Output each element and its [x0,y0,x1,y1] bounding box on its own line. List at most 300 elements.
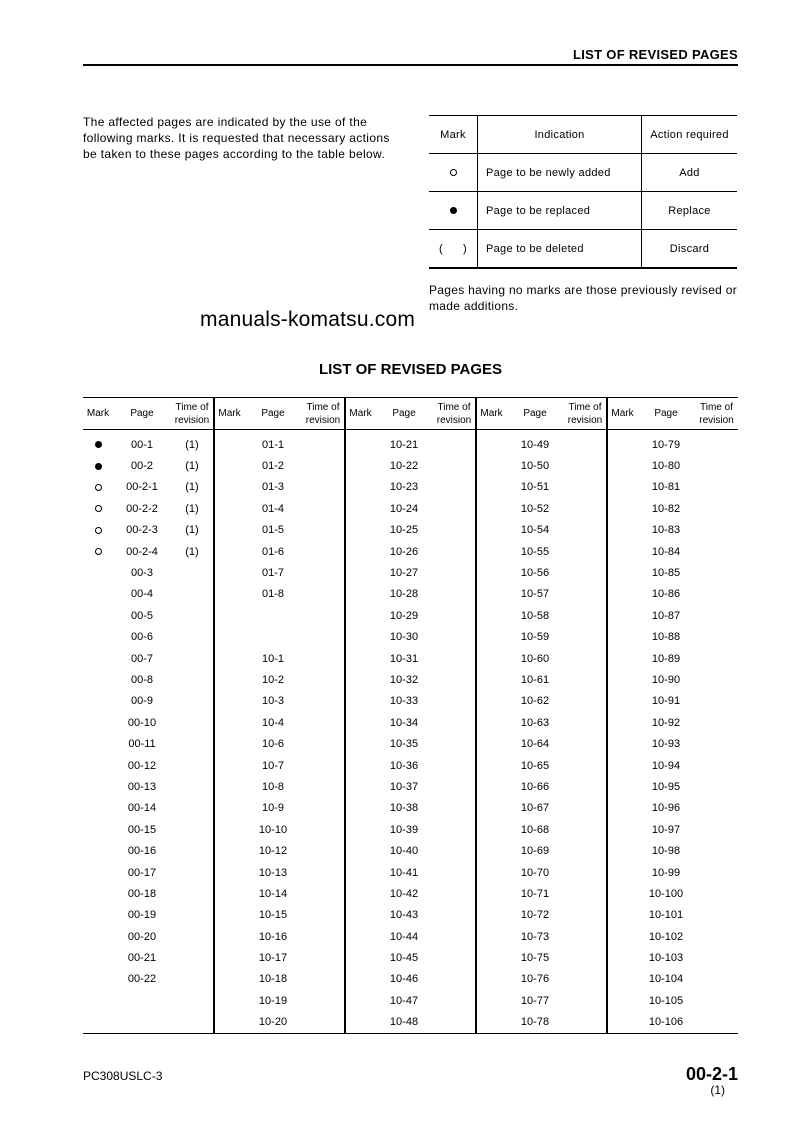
cell-page: 10-12 [258,845,288,858]
cell-revision [564,605,607,626]
cell-page: 10-49 [520,438,550,451]
cell-mark [83,840,113,861]
cell-revision [695,627,738,648]
legend-header-mark: Mark [429,116,478,154]
cell-revision [564,883,607,904]
cell-mark [345,455,375,476]
cell-revision [433,669,476,690]
header-time-line2: revision [174,414,210,426]
cell-page: 00-21 [127,952,157,965]
cell-revision [433,541,476,562]
table-row [83,712,738,733]
cell-revision [564,733,607,754]
cell-page: 00-2-2 [126,502,158,515]
cell-mark [476,755,506,776]
cell-page: 10-98 [651,845,681,858]
cell-revision [564,477,607,498]
legend-indication: Page to be newly added [478,154,642,192]
cell-page: 10-41 [389,866,419,879]
cell-page: 10-4 [261,716,285,729]
header-mark: Mark [345,398,375,430]
cell-mark [83,430,113,456]
cell-page: 00-10 [127,716,157,729]
table-body [83,430,738,1034]
cell-page: 10-31 [389,652,419,665]
cell-mark [214,605,244,626]
table-row [83,755,738,776]
cell-revision [302,926,345,947]
cell-page: 10-14 [258,887,288,900]
cell-page: 10-9 [261,802,285,815]
cell-mark [345,755,375,776]
cell-mark [607,430,637,456]
cell-revision [302,669,345,690]
cell-page: 00-22 [127,973,157,986]
cell-page: 01-7 [261,567,285,580]
cell-revision [564,520,607,541]
legend-indication: Page to be deleted [478,230,642,269]
cell-mark [476,520,506,541]
cell-revision [695,905,738,926]
cell-revision [433,691,476,712]
cell-mark [83,883,113,904]
cell-revision [433,455,476,476]
cell-revision [564,798,607,819]
cell-page: 00-11 [128,738,156,751]
cell-revision [171,1012,214,1034]
cell-revision [171,840,214,861]
cell-revision [695,883,738,904]
cell-mark [345,498,375,519]
cell-revision [302,498,345,519]
cell-page: 10-62 [520,695,550,708]
cell-page: 10-97 [651,823,681,836]
table-row [83,669,738,690]
cell-page: 10-37 [389,780,419,793]
cell-page: 10-78 [506,1012,564,1034]
cell-mark [214,905,244,926]
cell-page: 10-29 [389,609,419,622]
cell-revision [695,520,738,541]
cell-mark [214,862,244,883]
cell-revision [171,947,214,968]
cell-mark [345,926,375,947]
cell-mark [214,712,244,733]
header-time-of-revision [695,398,738,430]
header-page: Page [244,398,302,430]
table-row [83,520,738,541]
cell-mark [345,969,375,990]
cell-page: 10-86 [651,588,681,601]
cell-page: 10-24 [389,502,419,515]
cell-page: 00-5 [130,609,154,622]
cell-page: 10-34 [389,716,419,729]
cell-mark [214,755,244,776]
cell-revision [171,669,214,690]
table-row [83,862,738,883]
table-row [83,455,738,476]
cell-mark [345,819,375,840]
cell-page: 10-25 [389,524,419,537]
header-time-line2: revision [567,414,603,426]
cell-page: 10-51 [520,481,550,494]
cell-page: 10-23 [389,481,419,494]
cell-page: 00-2-4 [126,545,158,558]
cell-revision [564,541,607,562]
cell-revision [433,648,476,669]
header-time-line2: revision [699,414,734,426]
header-page: Page [637,398,695,430]
cell-mark [83,926,113,947]
cell-mark [476,990,506,1011]
cell-mark [476,883,506,904]
cell-mark [214,883,244,904]
cell-revision [302,840,345,861]
cell-page: 10-89 [651,652,681,665]
cell-revision [433,990,476,1011]
header-page: Page [375,398,433,430]
cell-page: 01-6 [261,545,285,558]
cell-revision [302,455,345,476]
cell-mark [345,733,375,754]
cell-page: 10-77 [520,994,550,1007]
cell-mark [214,430,244,456]
cell-page: 10-44 [389,930,419,943]
cell-mark [345,840,375,861]
cell-mark [607,798,637,819]
cell-mark [83,477,113,498]
cell-page: 10-39 [389,823,419,836]
cell-mark [345,541,375,562]
cell-mark [83,605,113,626]
cell-revision [564,905,607,926]
cell-revision [433,712,476,733]
cell-page: 10-35 [389,738,419,751]
cell-page: 10-72 [520,909,550,922]
cell-page: 10-94 [651,759,681,772]
cell-page: 00-16 [127,845,157,858]
cell-page: 10-105 [648,994,684,1007]
cell-mark [607,669,637,690]
cell-mark [345,990,375,1011]
cell-revision [564,862,607,883]
cell-mark [83,819,113,840]
cell-mark [607,1012,637,1034]
cell-revision [433,969,476,990]
cell-mark [476,712,506,733]
cell-page: 00-13 [127,780,157,793]
cell-page: 10-18 [258,973,288,986]
cell-mark [607,776,637,797]
cell-page: 10-82 [651,502,681,515]
cell-mark [214,584,244,605]
open-circle-icon [450,169,457,176]
header-mark: Mark [476,398,506,430]
legend-row [429,154,737,192]
cell-page: 10-8 [261,780,285,793]
cell-page: 10-58 [520,609,550,622]
header-time-line1: Time of [437,401,471,413]
cell-revision [171,562,214,583]
cell-mark [83,776,113,797]
cell-revision [171,798,214,819]
cell-mark [345,947,375,968]
cell-mark [607,819,637,840]
cell-revision [433,733,476,754]
table-row [83,733,738,754]
watermark: manuals-komatsu.com [200,308,416,331]
cell-page: 10-38 [389,802,419,815]
cell-revision: (1) [171,430,214,456]
cell-page: 01-1 [261,438,285,451]
cell-revision [302,691,345,712]
cell-mark [476,798,506,819]
cell-revision [171,605,214,626]
cell-revision [302,862,345,883]
cell-mark [476,862,506,883]
header-time-line2: revision [436,414,472,426]
filled-circle-icon [95,441,102,448]
cell-mark [83,1012,113,1034]
cell-revision [302,430,345,456]
cell-page: 00-8 [130,673,154,686]
cell-mark [607,947,637,968]
cell-page: 00-17 [127,866,157,879]
cell-mark [476,605,506,626]
cell-revision [433,862,476,883]
cell-revision [433,819,476,840]
cell-mark [476,840,506,861]
legend-note: Pages having no marks are those previously revised or made additions. [429,283,738,313]
cell-mark [83,969,113,990]
cell-mark [214,455,244,476]
footer-page-number: 00-2-1 [685,1064,738,1084]
legend-action: Add [642,154,738,192]
cell-revision [433,627,476,648]
cell-mark [214,926,244,947]
cell-revision [695,969,738,990]
cell-mark [214,969,244,990]
cell-revision [302,947,345,968]
cell-page: 10-36 [389,759,419,772]
cell-page: 10-67 [520,802,550,815]
cell-revision [302,541,345,562]
cell-mark [607,969,637,990]
cell-revision [695,862,738,883]
cell-mark [83,905,113,926]
cell-revision [695,733,738,754]
cell-page: 10-10 [258,823,288,836]
legend-header-indication: Indication [478,116,642,154]
header-time-of-revision [171,398,214,430]
cell-mark [83,712,113,733]
cell-mark [476,819,506,840]
cell-page: 10-95 [651,780,681,793]
list-title: LIST OF REVISED PAGES [318,361,503,378]
cell-revision [433,520,476,541]
cell-revision [695,562,738,583]
cell-mark [476,455,506,476]
cell-page: 10-52 [520,502,550,515]
cell-revision [564,455,607,476]
cell-revision [302,905,345,926]
cell-page: 10-7 [261,759,285,772]
cell-page: 01-5 [261,524,285,537]
cell-mark [214,520,244,541]
header-rule [83,64,738,66]
cell-revision [695,926,738,947]
cell-mark [345,605,375,626]
header-time-line1: Time of [306,401,340,413]
cell-revision [564,990,607,1011]
cell-page: 10-28 [389,588,419,601]
header-mark: Mark [214,398,244,430]
header-time-line1: Time of [175,401,209,413]
cell-mark [83,584,113,605]
cell-mark [83,520,113,541]
cell-page: 00-18 [127,887,157,900]
cell-mark [476,669,506,690]
cell-page: 10-70 [520,866,550,879]
cell-page: 10-48 [375,1012,433,1034]
cell-revision [695,455,738,476]
cell-revision [302,990,345,1011]
cell-revision [433,477,476,498]
cell-page: 00-15 [127,823,157,836]
cell-mark [476,905,506,926]
cell-revision [171,905,214,926]
cell-page: 00-14 [127,802,157,815]
legend-row [429,192,737,230]
cell-mark [214,1012,244,1034]
cell-revision: (1) [171,455,214,476]
cell-page [113,990,171,1011]
legend-mark: ( ) [429,230,478,269]
cell-revision [695,798,738,819]
cell-page: 10-65 [520,759,550,772]
header-page: Page [506,398,564,430]
cell-revision [302,819,345,840]
cell-revision [302,776,345,797]
cell-page: 10-101 [648,909,684,922]
cell-mark [476,584,506,605]
cell-mark [83,498,113,519]
cell-revision [171,819,214,840]
legend-row [429,230,737,269]
table-row [83,905,738,926]
cell-revision: (1) [171,498,214,519]
table-row [83,477,738,498]
cell-revision [695,755,738,776]
cell-revision [695,1012,738,1034]
table-header-row [83,398,738,430]
cell-page: 10-42 [389,887,419,900]
legend-header-action: Action required [642,116,738,154]
cell-page: 10-43 [389,909,419,922]
revised-pages-table [83,397,738,1034]
cell-page [244,627,302,648]
cell-page: 10-16 [258,930,288,943]
cell-revision [433,498,476,519]
cell-revision [695,648,738,669]
cell-mark [214,562,244,583]
cell-mark [476,627,506,648]
cell-revision [695,712,738,733]
cell-mark [214,648,244,669]
cell-page: 10-54 [520,524,550,537]
legend-action: Discard [642,230,738,269]
cell-mark [345,430,375,456]
table-row [83,648,738,669]
cell-revision [433,1012,476,1034]
cell-mark [345,883,375,904]
cell-page: 10-22 [389,460,419,473]
table-row [83,776,738,797]
cell-page: 10-27 [389,567,419,580]
cell-mark [476,691,506,712]
cell-mark [607,755,637,776]
cell-page: 10-106 [637,1012,695,1034]
intro-text: The affected pages are indicated by the use of the following marks. It is requested that necessary actions be taken to these pages according to the table below. [83,115,390,161]
cell-page: 10-40 [389,845,419,858]
cell-revision [695,840,738,861]
cell-mark [476,1012,506,1034]
cell-page: 10-61 [520,673,550,686]
cell-page: 10-76 [520,973,550,986]
cell-mark [83,862,113,883]
cell-revision [171,691,214,712]
cell-page: 10-32 [389,673,419,686]
cell-page: 10-104 [648,973,684,986]
cell-page: 10-96 [651,802,681,815]
cell-revision [302,562,345,583]
cell-page: 10-6 [261,738,285,751]
cell-revision [302,969,345,990]
cell-revision [302,520,345,541]
cell-page: 10-85 [651,567,681,580]
cell-mark [214,691,244,712]
cell-mark [607,905,637,926]
cell-revision [302,627,345,648]
header-time-of-revision [433,398,476,430]
cell-revision [302,477,345,498]
cell-page: 10-2 [261,673,285,686]
cell-mark [83,648,113,669]
cell-mark [214,776,244,797]
cell-page: 00-6 [130,631,154,644]
cell-mark [476,776,506,797]
cell-revision [695,498,738,519]
cell-page: 10-73 [520,930,550,943]
cell-revision [695,947,738,968]
cell-revision [564,669,607,690]
cell-page: 10-100 [648,887,684,900]
cell-mark [607,926,637,947]
cell-mark [345,627,375,648]
cell-mark [83,947,113,968]
cell-revision [695,776,738,797]
cell-revision [695,669,738,690]
cell-revision [564,648,607,669]
table-row [83,1012,738,1034]
table-row [83,605,738,626]
cell-page: 10-57 [520,588,550,601]
cell-mark [214,990,244,1011]
cell-page: 10-69 [520,845,550,858]
legend-header-row [429,116,737,154]
cell-revision [433,926,476,947]
table-row [83,798,738,819]
